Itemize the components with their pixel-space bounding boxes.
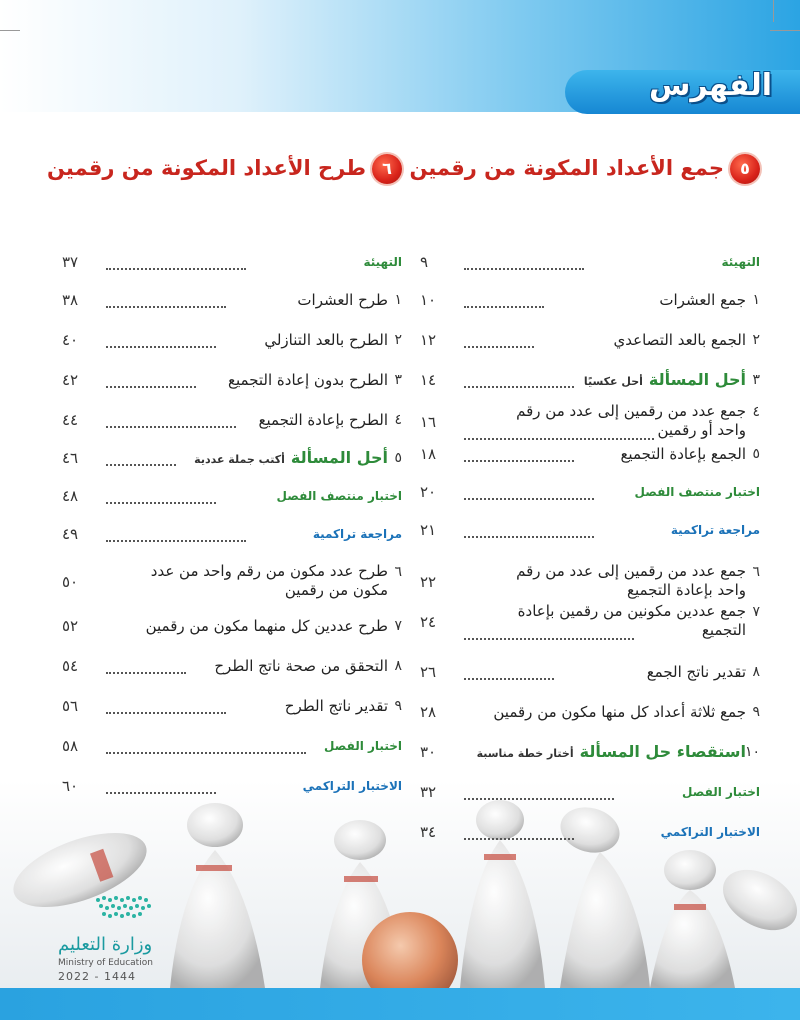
footer-margin	[0, 1020, 800, 1031]
ministry-year: 2022 - 1444	[58, 970, 136, 983]
lesson-title: اختبار منتصف الفصل	[634, 485, 760, 499]
page-number: ٤٠	[62, 331, 79, 349]
page-number: ١٠	[420, 291, 437, 309]
leader-dots	[464, 526, 594, 538]
toc-entry	[420, 290, 760, 320]
toc-entry	[62, 252, 402, 282]
toc-entry	[420, 482, 760, 512]
lesson-title: التهيئة	[363, 255, 402, 269]
toc-entry	[62, 524, 402, 554]
page-number: ٤٨	[62, 487, 79, 505]
lesson-title: تقدير ناتج الجمع	[646, 663, 746, 681]
lesson-title: طرح عدد مكون من رقم واحد من عدد مكون من رقمين	[150, 562, 388, 599]
lesson-title: اختبار منتصف الفصل	[276, 489, 402, 503]
leader-dots	[106, 492, 216, 504]
leader-dots	[106, 782, 216, 794]
toc-entry	[420, 662, 760, 692]
lesson-number: ٧	[394, 618, 402, 634]
page-number: ٣٤	[420, 823, 437, 841]
ministry-name-arabic: وزارة التعليم	[58, 934, 153, 955]
page-number: ٤٢	[62, 371, 79, 389]
lesson-number: ٧	[752, 604, 760, 620]
crop-mark	[773, 0, 774, 22]
leader-dots	[464, 450, 574, 462]
toc-entry	[62, 290, 402, 320]
leader-dots	[464, 376, 574, 388]
lesson-number: ١	[394, 292, 402, 308]
toc-entry	[420, 330, 760, 360]
toc-entry	[420, 562, 760, 599]
lesson-number: ٣	[394, 372, 402, 388]
toc-entry	[62, 370, 402, 400]
lesson-title: جمع العشرات	[659, 291, 746, 309]
page-number: ١٨	[420, 445, 437, 463]
lesson-number: ٣	[752, 372, 760, 388]
chapter-6-column	[47, 150, 402, 795]
page-number: ٢٨	[420, 703, 437, 721]
leader-dots	[106, 416, 236, 428]
lesson-title: الطرح بإعادة التجميع	[258, 411, 388, 429]
lesson-number: ٤	[394, 412, 402, 428]
chapter-number-badge: ٦	[372, 154, 402, 184]
toc-entry	[420, 822, 760, 852]
page-number: ٣٢	[420, 783, 437, 801]
leader-dots	[106, 376, 196, 388]
lesson-title: التهيئة	[721, 255, 760, 269]
lesson-title	[477, 742, 746, 764]
toc-entry	[420, 402, 760, 439]
crop-mark	[770, 30, 800, 31]
chapter-title: جمع الأعداد المكونة من رقمين	[409, 156, 724, 180]
lesson-title: جمع عدد من رقمين إلى عدد من رقم واحد بإعادة التجميع	[516, 562, 746, 599]
lesson-title: مراجعة تراكمية	[670, 523, 760, 537]
lesson-number: ٦	[394, 564, 402, 580]
page-number: ٣٨	[62, 291, 79, 309]
lesson-title: الطرح بدون إعادة التجميع	[228, 371, 388, 389]
strategy-tag: أختار خطة مناسبة	[476, 747, 574, 760]
lesson-title: الجمع بالعد التصاعدي	[613, 331, 746, 349]
leader-dots	[106, 530, 246, 542]
toc-entry	[62, 656, 402, 686]
lesson-title: طرح عددين كل منهما مكون من رقمين	[145, 617, 388, 635]
lesson-title: الجمع بإعادة التجميع	[620, 445, 746, 463]
chapter-6-header	[47, 150, 402, 190]
strategy-tag: أكتب جملة عددية	[194, 453, 285, 466]
toc-entry	[62, 330, 402, 360]
toc-entry	[62, 410, 402, 440]
lesson-title: مراجعة تراكمية	[312, 527, 402, 541]
lesson-title: اختبار الفصل	[324, 739, 402, 753]
page-number: ٢٠	[420, 483, 437, 501]
ministry-logo	[58, 888, 198, 983]
page-title: الفهرس	[648, 68, 772, 103]
page-number: ٥٦	[62, 697, 79, 715]
toc-entry	[420, 602, 760, 639]
lesson-number: ٤	[752, 404, 760, 420]
toc-entry	[62, 486, 402, 516]
lesson-number: ٨	[394, 658, 402, 674]
toc-entry	[62, 696, 402, 726]
leader-dots	[106, 336, 216, 348]
lesson-title: اختبار الفصل	[682, 785, 760, 799]
leader-dots	[464, 258, 584, 270]
page-number: ١٦	[420, 413, 437, 431]
toc-entry	[420, 702, 760, 732]
page-number: ٢٤	[420, 613, 437, 631]
lesson-number: ٥	[752, 446, 760, 462]
page-number: ١٤	[420, 371, 437, 389]
lesson-number: ٥	[394, 450, 402, 466]
page-number: ٤٩	[62, 525, 79, 543]
problem-solving-title: أحل المسألة	[290, 448, 388, 467]
lesson-title: التحقق من صحة ناتج الطرح	[214, 657, 388, 675]
ministry-name-english: Ministry of Education	[58, 958, 153, 968]
page-number: ٦٠	[62, 777, 79, 795]
footer-bar	[0, 988, 800, 1020]
toc-entry	[420, 444, 760, 474]
toc-entry	[420, 370, 760, 400]
lesson-number: ٩	[394, 698, 402, 714]
lesson-title: تقدير ناتج الطرح	[284, 697, 388, 715]
leader-dots	[106, 742, 306, 754]
page-number: ٩	[420, 253, 429, 271]
page-number: ٢٢	[420, 573, 437, 591]
toc-entry	[62, 562, 402, 599]
page-number: ٥٤	[62, 657, 79, 675]
lesson-title: الطرح بالعد التنازلي	[264, 331, 388, 349]
lesson-title: الاختبار التراكمي	[660, 825, 760, 839]
leader-dots	[464, 336, 534, 348]
toc-entry	[62, 448, 402, 478]
leader-dots	[464, 788, 614, 800]
strategy-tag: أحل عكسيًا	[583, 375, 643, 388]
toc-entry	[420, 252, 760, 282]
lesson-number: ٨	[752, 664, 760, 680]
lesson-title	[194, 448, 388, 470]
lesson-title: جمع ثلاثة أعداد كل منها مكون من رقمين	[493, 703, 746, 721]
page-number: ٥٠	[62, 573, 79, 591]
lesson-number: ٢	[752, 332, 760, 348]
page-number: ٥٢	[62, 617, 79, 635]
lesson-title: جمع عدد من رقمين إلى عدد من رقم واحد أو رقمين	[516, 402, 746, 439]
leader-dots	[464, 828, 574, 840]
leader-dots	[106, 296, 226, 308]
lesson-number: ١٠	[744, 744, 760, 760]
leader-dots	[464, 668, 554, 680]
leader-dots	[106, 702, 226, 714]
lesson-title: طرح العشرات	[297, 291, 388, 309]
leader-dots	[106, 258, 246, 270]
leader-dots	[464, 296, 544, 308]
page-number: ٤٤	[62, 411, 79, 429]
lesson-number: ٦	[752, 564, 760, 580]
leader-dots	[106, 454, 176, 466]
leader-dots	[464, 428, 654, 440]
toc-entry	[420, 742, 760, 772]
leader-dots	[106, 662, 186, 674]
ministry-logo-dots-icon	[58, 888, 178, 928]
page-number: ٣٧	[62, 253, 79, 271]
lesson-title: الاختبار التراكمي	[302, 779, 402, 793]
lesson-number: ٩	[752, 704, 760, 720]
lesson-number: ١	[752, 292, 760, 308]
problem-solving-title: أحل المسألة	[648, 370, 746, 389]
toc-entry	[420, 520, 760, 550]
page-number: ٢٦	[420, 663, 437, 681]
page-number: ٤٦	[62, 449, 79, 467]
chapter-5-column	[409, 150, 760, 841]
lesson-title: جمع عددين مكونين من رقمين بإعادة التجميع	[517, 602, 746, 639]
page-number: ٢١	[420, 521, 437, 539]
chapter-number-badge: ٥	[730, 154, 760, 184]
lesson-title	[584, 370, 746, 392]
toc-entry	[62, 776, 402, 806]
leader-dots	[464, 628, 634, 640]
toc-entry	[62, 616, 402, 646]
crop-mark	[0, 30, 20, 31]
lesson-number: ٢	[394, 332, 402, 348]
chapter-5-header	[409, 150, 760, 190]
page-number: ٣٠	[420, 743, 437, 761]
problem-solving-title: استقصاء حل المسألة	[579, 742, 746, 761]
toc-entry	[62, 736, 402, 766]
page-number: ٥٨	[62, 737, 79, 755]
toc-entry	[420, 782, 760, 812]
leader-dots	[464, 488, 594, 500]
page-number: ١٢	[420, 331, 437, 349]
chapter-title: طرح الأعداد المكونة من رقمين	[47, 156, 366, 180]
